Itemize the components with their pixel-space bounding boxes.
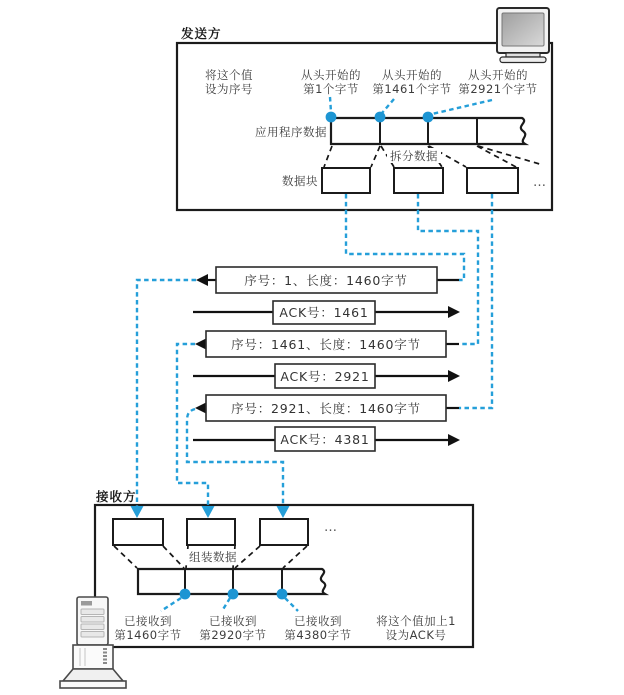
data-block [322, 168, 370, 193]
received-note-1-line2: 第1460字节 [114, 628, 182, 642]
byte-label-3-line2: 第2921个字节 [458, 82, 538, 96]
drive-bay [81, 632, 104, 638]
seq-note-line1: 将这个值 [205, 68, 253, 82]
drive-bay [81, 624, 104, 630]
message-label: 序号：1、长度：1460字节 [244, 273, 408, 288]
receiver-ellipsis: … [324, 520, 338, 535]
message-label: ACK号：4381 [280, 432, 370, 447]
data-block [467, 168, 518, 193]
marker-dot [423, 112, 434, 123]
received-block [187, 519, 235, 545]
byte-label-1-line1: 从头开始的 [301, 68, 361, 82]
message-label: 序号：2921、长度：1460字节 [231, 401, 421, 416]
message-label: 序号：1461、长度：1460字节 [231, 337, 421, 352]
message-label: ACK号：2921 [280, 369, 370, 384]
received-note-2-line2: 第2920字节 [199, 628, 267, 642]
ack-note-line2: 设为ACK号 [385, 628, 447, 642]
vent-dot [103, 662, 107, 664]
server-plinth [60, 681, 126, 688]
receiver-title: 接收方 [96, 489, 137, 504]
sender-title: 发送方 [181, 26, 222, 41]
assemble-label: 组装数据 [189, 550, 237, 564]
marker-dot [375, 112, 386, 123]
app-data-label: 应用程序数据 [255, 125, 327, 139]
split-label: 拆分数据 [390, 149, 438, 163]
received-note-3-line2: 第4380字节 [284, 628, 352, 642]
byte-label-3-line1: 从头开始的 [468, 68, 528, 82]
byte-label-2-line1: 从头开始的 [382, 68, 442, 82]
drive-bay [81, 617, 104, 623]
byte-label-1-line2: 第1个字节 [303, 82, 359, 96]
vent-dot [103, 655, 107, 657]
vent-dot [103, 648, 107, 650]
server-badge [81, 601, 92, 606]
received-block [260, 519, 308, 545]
server-foot-flare [63, 669, 123, 681]
message-seq-2921 [195, 395, 459, 421]
marker-dot [180, 589, 191, 600]
ack-note-line1: 将这个值加上1 [376, 614, 456, 628]
received-block [113, 519, 163, 545]
seq-note-line2: 设为序号 [205, 82, 253, 96]
received-blocks [113, 519, 308, 545]
drive-bay [81, 609, 104, 615]
received-note-2-line1: 已接收到 [209, 614, 257, 628]
sender-ellipsis: … [533, 175, 547, 190]
vent-dot [103, 652, 107, 654]
marker-dot [326, 112, 337, 123]
blocks-label: 数据块 [282, 174, 318, 188]
data-block [394, 168, 443, 193]
vent-dot [103, 659, 107, 661]
received-note-3-line1: 已接收到 [294, 614, 342, 628]
received-note-1-line1: 已接收到 [124, 614, 172, 628]
message-label: ACK号：1461 [279, 305, 369, 320]
monitor-screen [502, 13, 544, 46]
data-blocks [322, 168, 518, 193]
monitor-base [500, 57, 546, 63]
message-seq-1461 [195, 331, 459, 357]
byte-label-2-line2: 第1461个字节 [372, 82, 452, 96]
message-seq-1 [196, 267, 459, 293]
